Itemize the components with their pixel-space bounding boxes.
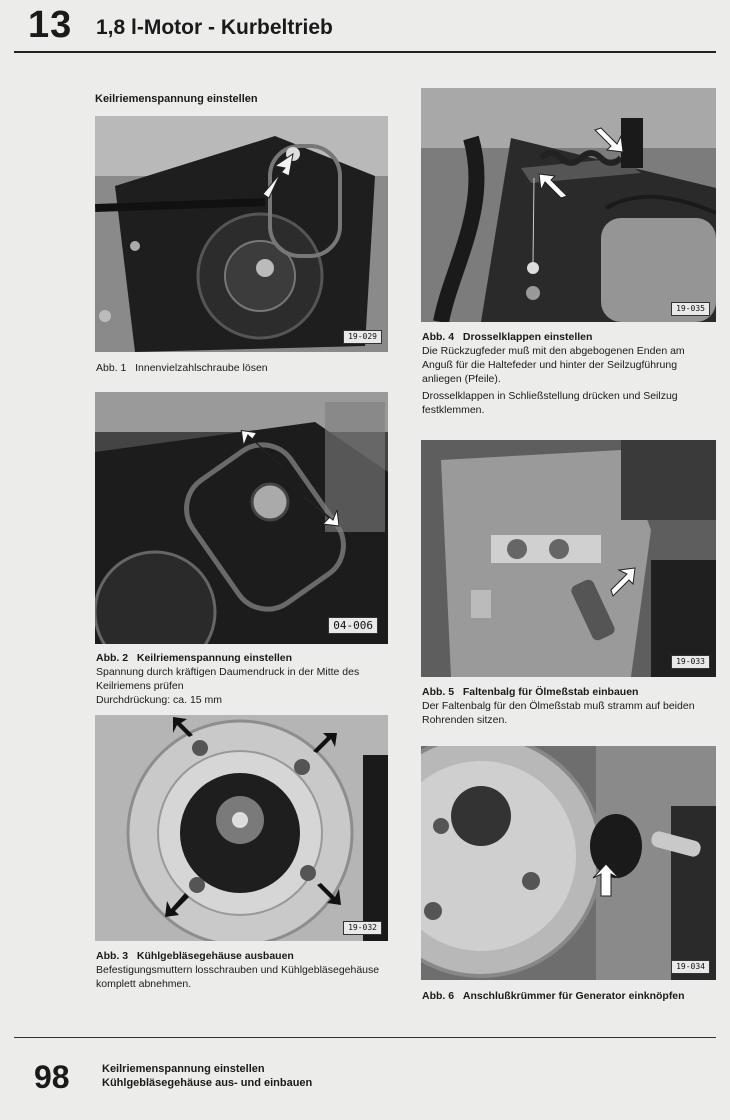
figure-4-number: Abb. 4	[422, 331, 455, 343]
chapter-title: 1,8 l-Motor - Kurbeltrieb	[96, 16, 333, 39]
section-heading: Keilriemenspannung einstellen	[95, 93, 258, 105]
figure-6-caption	[422, 989, 717, 1003]
footer-line-1: Keilriemenspannung einstellen	[102, 1063, 265, 1075]
figure-2-caption	[96, 651, 391, 707]
figure-1-photo	[95, 116, 388, 352]
figure-4-text-2: Drosselklappen in Schließstellung drücken und Seilzug festklemmen.	[422, 390, 678, 416]
figure-2-text-1: Spannung durch kräftigen Daumendruck in der Mitte des Keilriemens prüfen	[96, 666, 360, 692]
figure-2-photo	[95, 392, 388, 644]
figure-2-number: Abb. 2	[96, 652, 129, 664]
figure-1-title: Innenvielzahlschraube lösen	[135, 362, 268, 374]
figure-4-photo	[421, 88, 716, 322]
figure-6-label: 19-034	[671, 960, 710, 974]
figure-4-caption	[422, 330, 717, 417]
figure-4-label: 19-035	[671, 302, 710, 316]
footer-rule	[14, 1037, 716, 1038]
figure-3-photo	[95, 715, 388, 941]
figure-4-title: Drosselklappen einstellen	[462, 331, 593, 343]
figure-3-text-1: Befestigungsmuttern losschrauben und Kühlgebläsegehäuse komplett abnehmen.	[96, 964, 380, 990]
figure-2-title: Keilriemenspannung einstellen	[136, 652, 293, 664]
figure-1-caption	[96, 361, 391, 375]
figure-4-text-1: Die Rückzugfeder muß mit den abgebogenen Enden am Anguß für die Haltefeder und hinter der Seilzugführung anliegen (Pfeile).	[422, 345, 685, 385]
figure-3-number: Abb. 3	[96, 950, 129, 962]
header-rule	[14, 51, 716, 53]
figure-3-title: Kühlgebläsegehäuse ausbauen	[136, 950, 294, 962]
figure-1-label: 19-029	[343, 330, 382, 344]
figure-5-label: 19-033	[671, 655, 710, 669]
figure-3-caption	[96, 949, 391, 991]
footer-text	[102, 1062, 312, 1090]
figure-6-number: Abb. 6	[422, 990, 455, 1002]
figure-5-caption	[422, 685, 717, 727]
figure-3-label: 19-032	[343, 921, 382, 935]
figure-5-number: Abb. 5	[422, 686, 455, 698]
chapter-number: 13	[28, 4, 73, 46]
figure-6-title: Anschlußkrümmer für Generator einknöpfen	[462, 990, 685, 1002]
page-number: 98	[34, 1059, 70, 1095]
footer-line-2: Kühlgebläsegehäuse aus- und einbauen	[102, 1077, 313, 1089]
figure-5-text-1: Der Faltenbalg für den Ölmeßstab muß stramm auf beiden Rohrenden sitzen.	[422, 700, 695, 726]
figure-5-photo	[421, 440, 716, 677]
figure-1-number: Abb. 1	[96, 362, 127, 374]
figure-5-title: Faltenbalg für Ölmeßstab einbauen	[462, 686, 639, 698]
figure-2-text-2: Durchdrückung: ca. 15 mm	[96, 694, 223, 706]
figure-2-label: 04-006	[328, 617, 378, 634]
figure-6-photo	[421, 746, 716, 980]
